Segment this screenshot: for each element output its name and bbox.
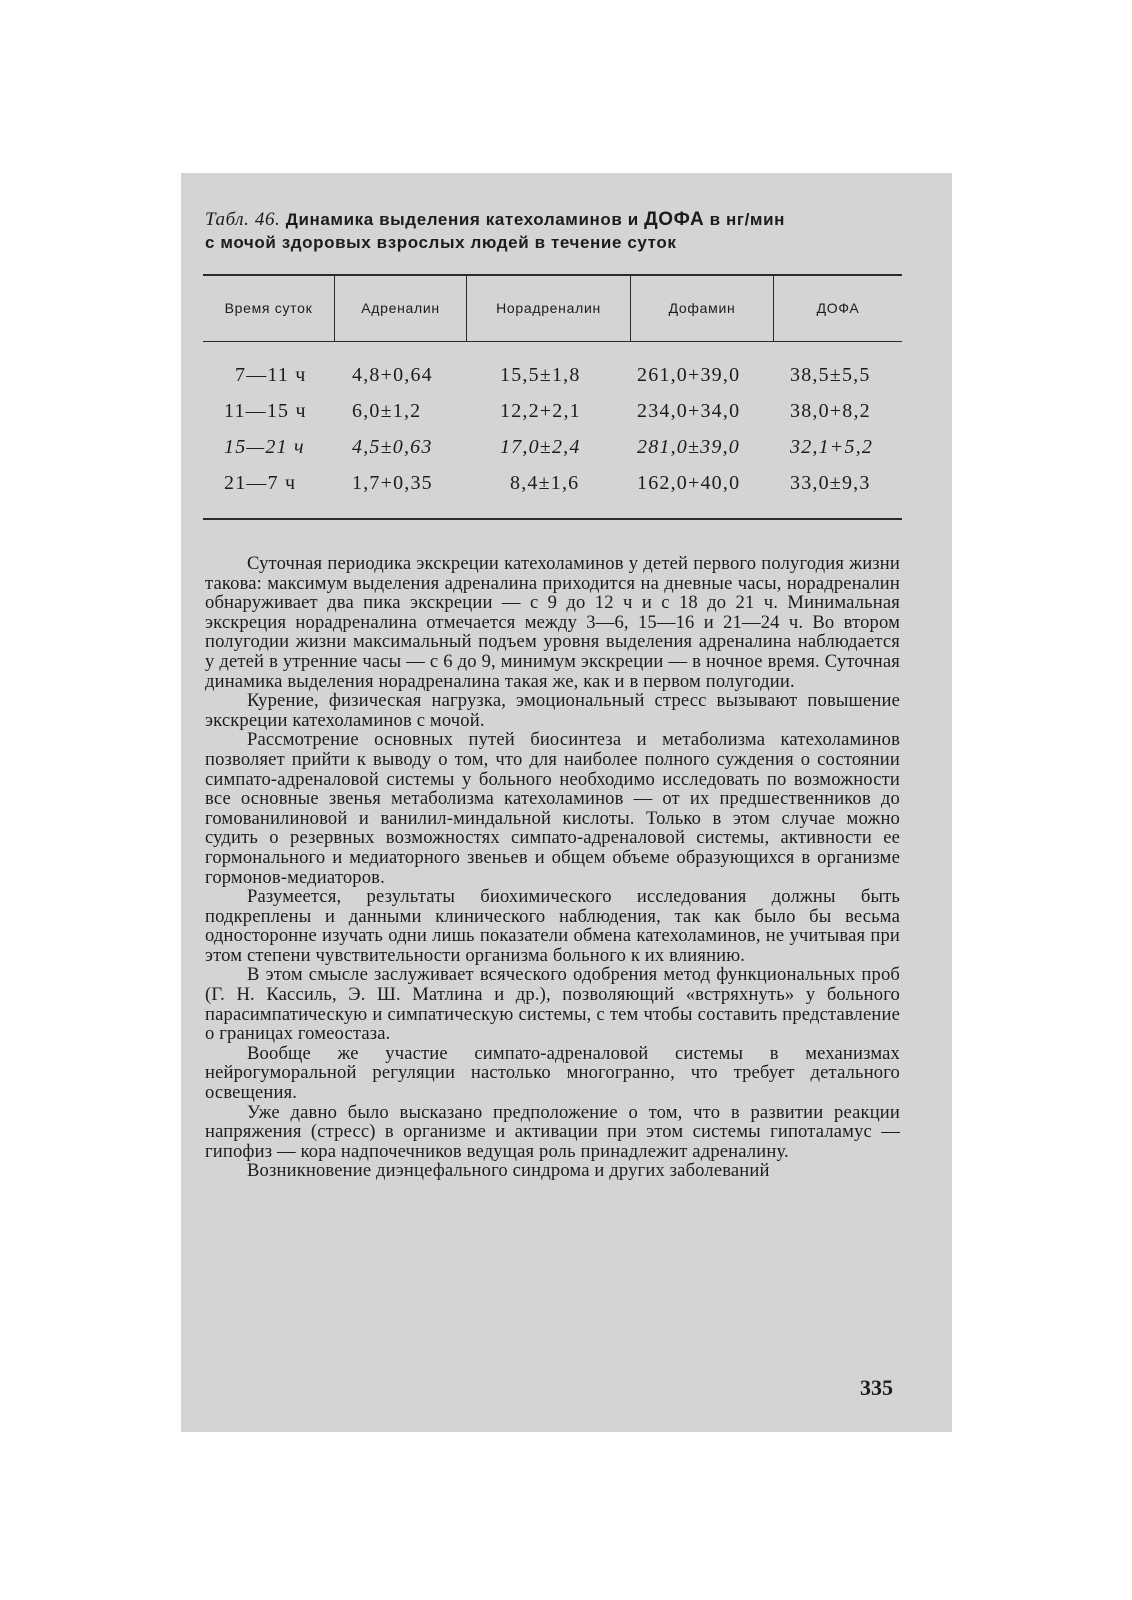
cell-dopa: 38,0+8,2: [790, 400, 871, 422]
paragraph: Курение, физическая нагрузка, эмоциональный стресс вызывают повышение экскреции катехоламинов с мочой.: [205, 690, 900, 731]
cell-dopa: 32,1+5,2: [790, 436, 874, 458]
paragraph: Разумеется, результаты биохимического исследования должны быть подкреплены и данными клинического наблюдения, так как было бы весьма односторонне изучать одни лишь показатели обмена катехоламинов, не учитывая при этом степени чувствительности организма больного к их влиянию.: [205, 886, 900, 966]
table-top-rule: [203, 274, 902, 276]
table-label: Табл. 46.: [205, 209, 281, 230]
cell-noradrenaline: 8,4±1,6: [510, 472, 580, 494]
cell-time: 15—21 ч: [224, 436, 305, 458]
header-dopamine: Дофамин: [668, 300, 736, 316]
table-caption: [205, 208, 910, 254]
paragraph: В этом смысле заслуживает всяческого одобрения метод функциональных проб (Г. Н. Кассиль, Э. Ш. Матлина и др.), позволяющий «встряхнуть» у больного парасимпатическую и симпатическую системы, с тем чтобы составить представление о границах гомеостаза.: [205, 964, 900, 1045]
header-noradrenaline: Норадреналин: [496, 300, 601, 316]
page-number: 335: [860, 1375, 893, 1400]
cell-adrenaline: 6,0±1,2: [352, 400, 422, 422]
cell-adrenaline: 4,5±0,63: [352, 436, 433, 458]
cell-dopamine: 234,0+34,0: [637, 400, 741, 422]
table-header-rule: [203, 341, 902, 342]
paragraph: Суточная периодика экскреции катехоламинов у детей первого полугодия жизни такова: максимум выделения адреналина приходится на дневные часы, норадреналин обнаруживает два пика экскреции — с 9 до 12 ч и с 18 до 21 ч. Минимальная экскреция норадреналина отмечается между 3—6, 15—16 и 21—24 ч. Во втором полугодии жизни максимальный подъем уровня выделения адреналина наблюдается у детей в утренние часы — с 6 до 9, минимум экскреции — в ночное время. Суточная динамика выделения норадреналина такая же, как и в первом полугодии.: [205, 553, 900, 692]
cell-time: 21—7 ч: [224, 472, 297, 494]
cell-dopamine: 261,0+39,0: [637, 364, 741, 386]
cell-dopamine: 281,0±39,0: [637, 436, 740, 458]
cell-noradrenaline: 15,5±1,8: [500, 364, 581, 386]
paragraph: Уже давно было высказано предположение о том, что в развитии реакции напряжения (стресс) в организме и активации при этом системы гипоталамус — гипофиз — кора надпочечников ведущая роль принадлежит адреналину.: [205, 1101, 900, 1162]
cell-noradrenaline: 12,2+2,1: [500, 400, 581, 422]
cell-time: 11—15 ч: [224, 400, 307, 422]
table-title-part1: Динамика выделения катехоламинов и: [285, 210, 639, 229]
paragraph: Возникновение диэнцефального синдрома и других заболеваний: [247, 1160, 770, 1182]
body-text: [205, 554, 900, 1181]
cell-adrenaline: 1,7+0,35: [352, 472, 433, 494]
cell-time: 7—11 ч: [235, 364, 307, 386]
header-time: Время суток: [224, 300, 313, 316]
header-adrenaline: Адреналин: [361, 300, 440, 316]
table-title-acronym: ДОФА: [644, 209, 705, 230]
paragraph: Рассмотрение основных путей биосинтеза и метаболизма катехоламинов позволяет прийти к выводу о том, что для наиболее полного суждения о состоянии симпато-адреналовой системы у больного необходимо исследовать по возможности все основные звенья метаболизма катехоламинов — от их предшественников до гомованилиновой и ванилил-миндальной кислоты. Только в этом случае можно судить о резервных возможностях симпато-адреналовой системы, активности ее гормонального и медиаторного звеньев и общем объеме образующихся в организме гормонов-медиаторов.: [205, 729, 900, 888]
table-title-part2: в нг/мин: [709, 210, 785, 229]
header-dopa: ДОФА: [816, 300, 860, 316]
cell-dopa: 33,0±9,3: [790, 472, 871, 494]
paragraph: Вообще же участие симпато-адреналовой системы в механизмах нейрогуморальной регуляции настолько многогранно, что требует детального освещения.: [205, 1042, 900, 1104]
cell-dopamine: 162,0+40,0: [637, 472, 741, 494]
cell-dopa: 38,5±5,5: [790, 364, 871, 386]
cell-adrenaline: 4,8+0,64: [352, 364, 433, 386]
table-bottom-rule: [203, 518, 902, 520]
cell-noradrenaline: 17,0±2,4: [500, 436, 581, 458]
table-title-line2: с мочой здоровых взрослых людей в течение суток: [205, 233, 677, 252]
